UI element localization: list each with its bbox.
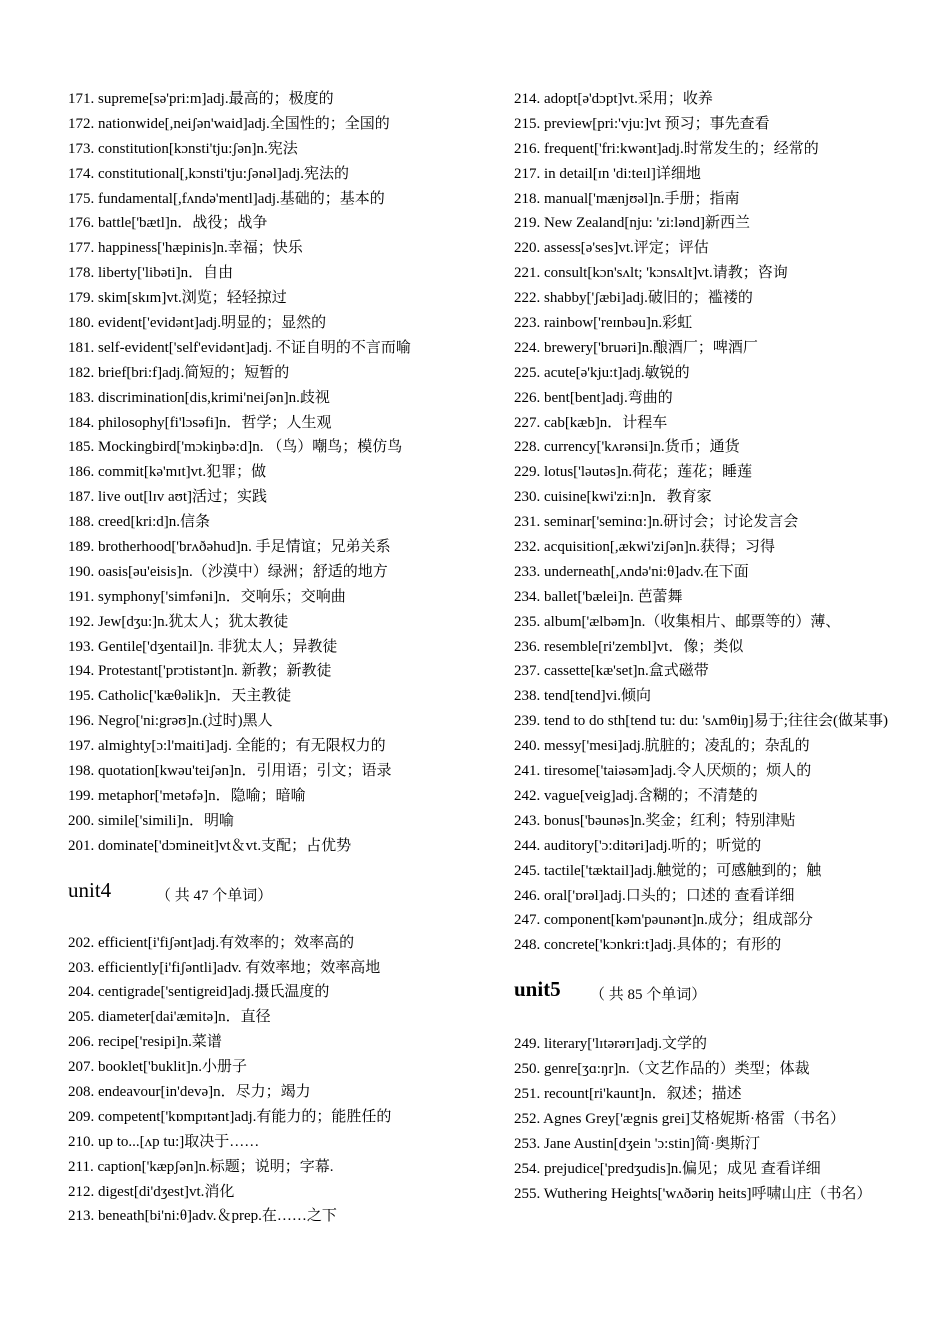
vocab-entry: 191. symphony['simfəni]n．交响乐；交响曲 (68, 588, 346, 605)
vocab-entry: 214. adopt[ə'dɔpt]vt.采用；收养 (514, 91, 713, 107)
vocab-entry: 244. auditory['ɔ:ditəri]adj.听的；听觉的 (514, 837, 762, 854)
word-count: （ 共 47 个单词） (156, 887, 273, 904)
vocab-entry: 187. live out[lɪv aʊt]活过；实践 (68, 489, 268, 506)
word-count: （ 共 85 个单词） (590, 987, 707, 1004)
vocab-entry: 182. brief[bri:f]adj.简短的；短暂的 (68, 364, 290, 381)
vocab-entry: 235. album['ælbəm]n.（收集相片、邮票等的）薄、 (514, 613, 841, 630)
vocab-entry: 250. genre[ʒɑ:ŋr]n.（文艺作品的）类型；体裁 (514, 1061, 810, 1078)
vocab-entry: 181. self-evident['self'evidənt]adj. 不证自明的不言而喻 (68, 339, 411, 356)
vocab-entry: 193. Gentile['dʒentail]n. 非犹太人；异教徒 (68, 638, 338, 655)
vocab-entry: 201. dominate['dɔmineit]vt＆vt.支配；占优势 (68, 837, 352, 854)
unit4-heading (68, 859, 468, 931)
vocab-entry: 207. booklet['buklit]n.小册子 (68, 1059, 247, 1076)
vocab-entry: 247. component[kəm'pəunənt]n.成分；组成部分 (514, 912, 813, 929)
entry-list (514, 87, 914, 709)
vocab-entry: 205. diameter[dai'æmitə]n．直径 (68, 1009, 271, 1026)
vocab-entry: 219. New Zealand[nju: 'zi:lənd]新西兰 (514, 215, 750, 232)
vocab-entry: 241. tiresome['taiəsəm]adj.令人厌烦的；烦人的 (514, 763, 812, 780)
vocab-entry: 195. Catholic['kæθəlik]n．天主教徒 (68, 688, 292, 705)
vocab-entry: 175. fundamental[,fʌndə'mentl]adj.基础的；基本的 (68, 190, 385, 207)
vocab-entry: 229. lotus['ləutəs]n.荷花；莲花；睡莲 (514, 464, 753, 481)
vocab-entry: 188. creed[kri:d]n.信条 (68, 514, 211, 531)
vocab-entry: 184. philosophy[fi'lɔsəfi]n．哲学；人生观 (68, 414, 332, 431)
vocab-entry: 237. cassette[kæ'set]n.盒式磁带 (514, 663, 709, 680)
vocab-entry: 212. digest[di'dʒest]vt.消化 (68, 1183, 235, 1200)
vocab-entry: 196. Negro['ni:grəʊ]n.(过时)黑人 (68, 713, 273, 730)
vocab-entry: 222. shabby['ʃæbi]adj.破旧的；褴褛的 (514, 290, 753, 307)
vocab-entry: 216. frequent['fri:kwənt]adj.时常发生的；经常的 (514, 140, 819, 157)
vocab-entry: 173. constitution[kɔnsti'tju:ʃən]n.宪法 (68, 140, 298, 157)
vocab-entry: 171. supreme[sə'pri:m]adj.最高的；极度的 (68, 91, 334, 107)
vocab-entry: 210. up to...[ʌp tu:]取决于…… (68, 1133, 260, 1150)
vocab-entry: 226. bent[bent]adj.弯曲的 (514, 389, 673, 406)
vocab-entry: 183. discrimination[dis,krimi'neiʃən]n.歧视 (68, 389, 330, 406)
unit-title: unit5 (514, 977, 561, 1002)
vocab-entry: 224. brewery['bruəri]n.酿酒厂；啤酒厂 (514, 339, 758, 356)
vocab-entry: 234. ballet['bælei]n. 芭蕾舞 (514, 588, 683, 605)
vocab-entry: 203. efficiently[i'fiʃəntli]adv. 有效率地；效率高地 (68, 959, 381, 976)
vocab-entry: 228. currency['kʌrənsi]n.货币；通货 (514, 439, 740, 456)
vocab-entry: 213. beneath[bi'ni:θ]adv.＆prep.在……之下 (68, 1208, 337, 1225)
vocab-entry: 223. rainbow['reɪnbəu]n.彩虹 (514, 315, 693, 332)
vocab-entry: 206. recipe['resipi]n.菜谱 (68, 1034, 222, 1051)
vocab-entry: 197. almighty[ɔ:l'maiti]adj. 全能的；有无限权力的 (68, 738, 386, 755)
vocab-entry: 251. recount[ri'kaunt]n．叙述；描述 (514, 1085, 742, 1102)
vocab-entry: 179. skim[skɪm]vt.浏览；轻轻掠过 (68, 290, 287, 307)
vocab-entry: 252. Agnes Grey['ægnis grei]艾格妮斯·格雷（书名） (514, 1110, 846, 1127)
vocab-entry: 198. quotation[kwəu'teiʃən]n．引用语；引文；语录 (68, 763, 392, 780)
unit5-heading (514, 958, 914, 1032)
entry-list (514, 1032, 914, 1206)
vocab-entry: 217. in detail[ɪn 'di:teɪl]详细地 (514, 165, 701, 182)
vocab-entry: 249. literary['lɪtərərɪ]adj.文学的 (514, 1036, 708, 1053)
vocab-entry: 174. constitutional[,kɔnsti'tju:ʃənəl]adj.宪法的 (68, 165, 349, 182)
vocab-entry: 199. metaphor['metəfə]n．隐喻；暗喻 (68, 787, 306, 804)
vocab-entry: 208. endeavour[in'devə]n．尽力；竭力 (68, 1083, 311, 1100)
vocab-entry: 255. Wuthering Heights['wʌðəriŋ heits]呼啸山庄（书名） (514, 1185, 872, 1202)
vocab-entry: 225. acute[ə'kju:t]adj.敏锐的 (514, 364, 690, 381)
entry-list (68, 87, 468, 859)
vocab-entry: 248. concrete['kɔnkri:t]adj.具体的；有形的 (514, 937, 782, 954)
vocab-entry: 204. centigrade['sentigreid]adj.摄氏温度的 (68, 984, 330, 1001)
vocab-entry: 232. acquisition[,ækwi'ziʃən]n.获得；习得 (514, 539, 775, 556)
entry-list (68, 931, 468, 1230)
entry-list (514, 734, 914, 958)
vocab-entry: 243. bonus['bəunəs]n.奖金；红利；特别津贴 (514, 812, 796, 829)
vocab-entry: 227. cab[kæb]n．计程车 (514, 414, 668, 431)
vocab-entry: 200. simile['simili]n．明喻 (68, 812, 235, 829)
vocab-entry: 185. Mockingbird['mɔkiŋbə:d]n. （鸟）嘲鸟；模仿鸟 (68, 439, 403, 456)
vocab-entry: 178. liberty['libəti]n．自由 (68, 265, 234, 282)
vocab-entry: 202. efficient[i'fiʃənt]adj.有效率的；效率高的 (68, 934, 355, 951)
right-column (514, 87, 914, 1206)
unit-title: unit4 (68, 877, 112, 902)
vocab-entry: 177. happiness['hæpinis]n.幸福；快乐 (68, 240, 303, 257)
vocab-entry: 231. seminar['seminɑ:]n.研讨会；讨论发言会 (514, 514, 799, 531)
vocab-entry: 221. consult[kɔn'sʌlt; 'kɔnsʌlt]vt.请教；咨询 (514, 265, 788, 282)
vocab-entry: 176. battle['bætl]n．战役；战争 (68, 215, 268, 232)
vocab-entry: 218. manual['mænjʊəl]n.手册；指南 (514, 190, 740, 207)
vocab-entry: 194. Protestant['prɔtistənt]n. 新教；新教徒 (68, 663, 332, 680)
vocab-entry: 242. vague[veig]adj.含糊的；不清楚的 (514, 787, 758, 804)
vocab-entry: 233. underneath[,ʌndə'ni:θ]adv.在下面 (514, 563, 749, 580)
vocab-entry: 230. cuisine[kwi'zi:n]n．教育家 (514, 489, 712, 506)
vocab-entry: 180. evident['evidənt]adj.明显的；显然的 (68, 315, 327, 332)
left-column (68, 87, 468, 1229)
vocab-entry: 245. tactile['tæktail]adj.触觉的；可感触到的；触 (514, 862, 822, 879)
vocab-entry: 238. tend[tend]vi.倾向 (514, 688, 652, 705)
vocab-entry: 236. resemble[ri'zembl]vt．像；类似 (514, 638, 744, 655)
vocab-entry: 215. preview[pri:'vju:]vt 预习；事先查看 (514, 115, 770, 132)
vocab-entry: 240. messy['mesi]adj.肮脏的；凌乱的；杂乱的 (514, 738, 810, 755)
vocab-entry: 239. tend to do sth[tend tu: du: 'sʌmθiŋ]易于;往往会(做某事) (514, 713, 888, 730)
vocab-entry: 211. caption['kæpʃən]n.标题；说明；字幕. (68, 1158, 334, 1175)
vocab-entry: 220. assess[ə'ses]vt.评定；评估 (514, 240, 709, 257)
vocab-entry: 189. brotherhood['brʌðəhud]n. 手足情谊；兄弟关系 (68, 539, 391, 556)
vocab-entry: 209. competent['kɒmpɪtənt]adj.有能力的；能胜任的 (68, 1108, 392, 1125)
vocab-entry: 190. oasis[əu'eisis]n.（沙漠中）绿洲；舒适的地方 (68, 563, 388, 580)
vocab-entry: 254. prejudice['predʒudis]n.偏见；成见 查看详细 (514, 1160, 821, 1177)
vocab-entry: 186. commit[kə'mɪt]vt.犯罪；做 (68, 464, 267, 481)
vocab-entry: 246. oral['ɒrəl]adj.口头的；口述的 查看详细 (514, 887, 795, 904)
vocab-entry: 192. Jew[dʒu:]n.犹太人；犹太教徒 (68, 613, 289, 630)
vocab-entry: 253. Jane Austin[dʒein 'ɔ:stin]简·奥斯汀 (514, 1135, 760, 1152)
vocab-entry: 172. nationwide[,neiʃən'waid]adj.全国性的；全国的 (68, 115, 390, 132)
